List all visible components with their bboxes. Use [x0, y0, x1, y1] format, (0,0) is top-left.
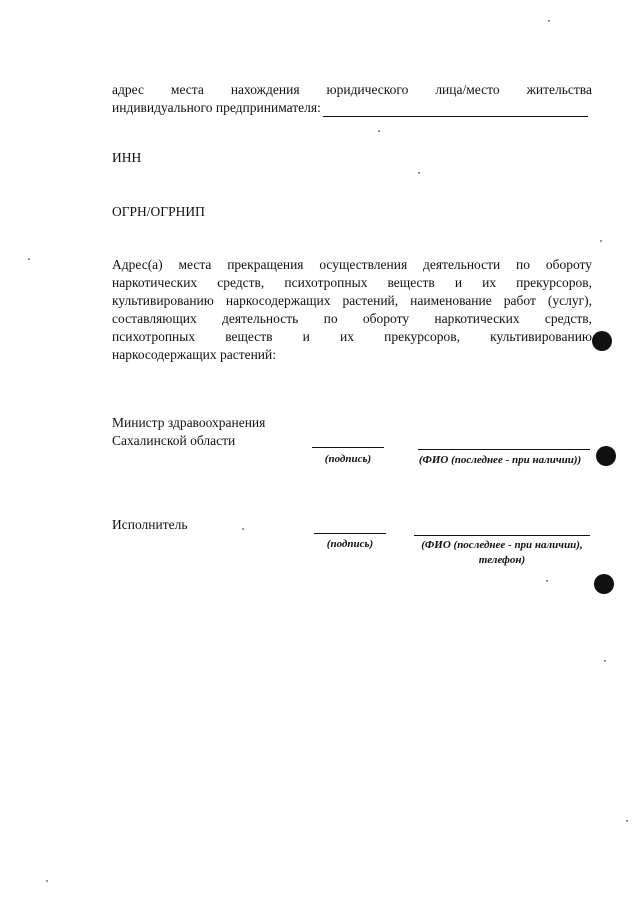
executor-name-line: [414, 535, 590, 536]
punch-hole-mark: [596, 446, 616, 466]
termination-line-3: культивированию наркосодержащих растений, наименование работ (услуг),: [112, 293, 592, 308]
minister-title-line1: Министр здравоохранения: [112, 415, 266, 430]
ogrn-label: ОГРН/ОГРНИП: [112, 204, 205, 219]
address-label-line2-row: [112, 99, 592, 117]
executor-title: Исполнитель: [112, 517, 188, 532]
punch-hole-mark: [594, 574, 614, 594]
scan-speck: [626, 820, 628, 822]
minister-name-line: [418, 449, 590, 450]
minister-signature-caption: (подпись): [324, 453, 372, 465]
termination-line-5: психотропных веществ и их прекурсоров, культивированию: [112, 329, 592, 344]
scan-speck: [242, 528, 244, 530]
scan-speck: [604, 660, 606, 662]
scan-speck: [600, 240, 602, 242]
executor-name-caption-line2: телефон): [478, 554, 526, 566]
executor-name-caption-line1: (ФИО (последнее - при наличии),: [421, 539, 583, 551]
termination-line-1: Адрес(а) места прекращения осуществления деятельности по обороту: [112, 257, 592, 272]
scan-speck: [546, 580, 548, 582]
scan-speck: [418, 172, 420, 174]
executor-signature-caption: (подпись): [326, 538, 374, 550]
address-fill-line: [323, 102, 588, 117]
scan-speck: [46, 880, 48, 882]
address-label-line1: адрес места нахождения юридического лица/место жительства: [112, 82, 592, 97]
punch-hole-mark: [592, 331, 612, 351]
minister-name-caption: (ФИО (последнее - при наличии)): [418, 454, 582, 466]
termination-line-2: наркотических средств, психотропных веществ и их прекурсоров,: [112, 275, 592, 290]
minister-signature-line: [312, 447, 384, 448]
inn-label: ИНН: [112, 150, 142, 165]
executor-signature-line: [314, 533, 386, 534]
termination-line-4: составляющих деятельность по обороту наркотических средств,: [112, 311, 592, 326]
scan-speck: [548, 20, 550, 22]
termination-line-6: наркосодержащих растений:: [112, 347, 277, 362]
scan-speck: [378, 130, 380, 132]
minister-title-line2: Сахалинской области: [112, 433, 236, 448]
address-label-line2: индивидуального предпринимателя:: [112, 100, 321, 115]
scan-speck: [28, 258, 30, 260]
